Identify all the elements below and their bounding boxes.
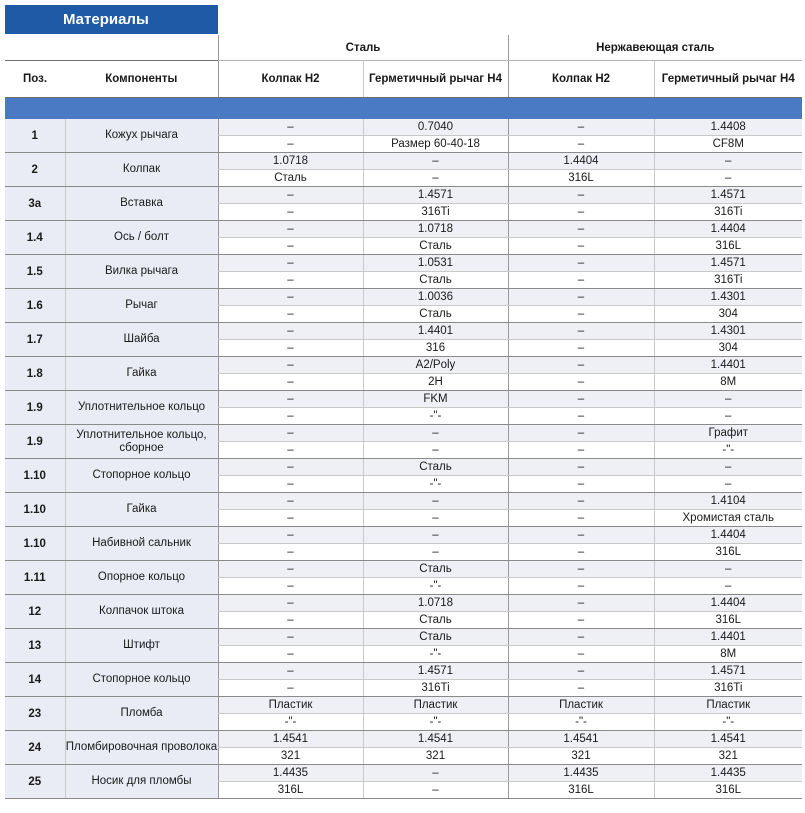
material-steel-cap-top: – — [218, 357, 363, 374]
material-stainless-cap-top: – — [508, 357, 654, 374]
material-stainless-cap-bottom: 316L — [508, 170, 654, 187]
material-stainless-lever-bottom: – — [654, 170, 802, 187]
material-steel-cap-top: – — [218, 493, 363, 510]
material-steel-lever-top: – — [363, 493, 508, 510]
material-steel-cap-bottom: – — [218, 510, 363, 527]
table-row — [5, 391, 802, 408]
material-steel-cap-bottom: – — [218, 578, 363, 595]
material-stainless-lever-top: Графит — [654, 425, 802, 442]
material-steel-cap-bottom: – — [218, 238, 363, 255]
material-steel-cap-top: – — [218, 323, 363, 340]
component-name: Кожух рычага — [65, 119, 218, 153]
table-row — [5, 323, 802, 340]
material-stainless-lever-top: 1.4104 — [654, 493, 802, 510]
material-steel-cap-bottom: – — [218, 272, 363, 289]
component-name: Пломбировочная проволока — [65, 731, 218, 765]
material-stainless-lever-bottom: 316L — [654, 782, 802, 799]
material-steel-cap-top: – — [218, 289, 363, 306]
material-stainless-lever-top: 1.4435 — [654, 765, 802, 782]
component-name: Колпачок штока — [65, 595, 218, 629]
material-stainless-lever-top: 1.4404 — [654, 527, 802, 544]
material-stainless-lever-bottom: 316L — [654, 544, 802, 561]
component-name: Вилка рычага — [65, 255, 218, 289]
material-steel-cap-bottom: – — [218, 136, 363, 153]
material-steel-cap-bottom: – — [218, 476, 363, 493]
material-steel-cap-top: – — [218, 561, 363, 578]
group-steel: Сталь — [218, 35, 508, 61]
material-stainless-cap-top: – — [508, 459, 654, 476]
material-stainless-lever-top: 1.4301 — [654, 323, 802, 340]
material-stainless-cap-bottom: – — [508, 680, 654, 697]
material-steel-cap-top: – — [218, 663, 363, 680]
material-stainless-lever-top: 1.4301 — [654, 289, 802, 306]
material-steel-cap-bottom: – — [218, 612, 363, 629]
material-stainless-lever-bottom: -"- — [654, 442, 802, 459]
material-stainless-cap-top: – — [508, 663, 654, 680]
component-name: Гайка — [65, 357, 218, 391]
material-steel-lever-top: – — [363, 527, 508, 544]
table-row — [5, 221, 802, 238]
material-stainless-cap-bottom: – — [508, 272, 654, 289]
table-row — [5, 187, 802, 204]
position-number: 1.10 — [5, 493, 65, 527]
material-stainless-cap-top: 1.4404 — [508, 153, 654, 170]
position-number: 1.10 — [5, 459, 65, 493]
material-stainless-lever-top: – — [654, 459, 802, 476]
position-number: 12 — [5, 595, 65, 629]
material-stainless-cap-top: – — [508, 527, 654, 544]
material-steel-cap-bottom: – — [218, 442, 363, 459]
material-stainless-lever-top: Пластик — [654, 697, 802, 714]
material-stainless-lever-bottom: 316Ti — [654, 204, 802, 221]
material-steel-cap-bottom: – — [218, 680, 363, 697]
header-steel-lever: Герметичный рычаг H4 — [363, 61, 508, 98]
material-stainless-lever-top: – — [654, 391, 802, 408]
position-number: 25 — [5, 765, 65, 799]
table-row — [5, 561, 802, 578]
material-stainless-cap-top: – — [508, 425, 654, 442]
material-steel-cap-top: – — [218, 119, 363, 136]
material-steel-lever-top: 1.0718 — [363, 221, 508, 238]
table-row — [5, 459, 802, 476]
material-steel-lever-bottom: – — [363, 510, 508, 527]
material-steel-lever-bottom: Сталь — [363, 612, 508, 629]
material-steel-lever-bottom: -"- — [363, 714, 508, 731]
material-stainless-cap-top: – — [508, 221, 654, 238]
table-row — [5, 357, 802, 374]
material-stainless-cap-bottom: – — [508, 544, 654, 561]
material-steel-lever-top: 1.4401 — [363, 323, 508, 340]
material-stainless-lever-bottom: 304 — [654, 306, 802, 323]
material-stainless-lever-bottom: Хромистая сталь — [654, 510, 802, 527]
material-steel-lever-top: Сталь — [363, 561, 508, 578]
material-stainless-cap-bottom: – — [508, 510, 654, 527]
table-row — [5, 493, 802, 510]
material-steel-cap-bottom: 321 — [218, 748, 363, 765]
material-stainless-cap-bottom: – — [508, 306, 654, 323]
material-steel-cap-top: – — [218, 187, 363, 204]
material-steel-lever-top: 0.7040 — [363, 119, 508, 136]
material-stainless-lever-bottom: 304 — [654, 340, 802, 357]
material-steel-cap-top: – — [218, 425, 363, 442]
material-stainless-cap-top: – — [508, 561, 654, 578]
material-stainless-lever-bottom: – — [654, 578, 802, 595]
component-name: Пломба — [65, 697, 218, 731]
material-stainless-lever-bottom: 316L — [654, 238, 802, 255]
position-number: 1.5 — [5, 255, 65, 289]
material-stainless-lever-top: 1.4408 — [654, 119, 802, 136]
material-stainless-cap-top: 1.4435 — [508, 765, 654, 782]
material-stainless-lever-top: 1.4541 — [654, 731, 802, 748]
material-stainless-lever-top: 1.4571 — [654, 187, 802, 204]
material-steel-cap-top: – — [218, 629, 363, 646]
material-steel-cap-top: – — [218, 391, 363, 408]
material-steel-lever-bottom: -"- — [363, 408, 508, 425]
material-stainless-cap-bottom: – — [508, 612, 654, 629]
material-steel-lever-top: – — [363, 425, 508, 442]
material-stainless-cap-bottom: – — [508, 442, 654, 459]
material-steel-lever-bottom: – — [363, 782, 508, 799]
material-stainless-cap-bottom: – — [508, 136, 654, 153]
component-name: Рычаг — [65, 289, 218, 323]
position-number: 1.11 — [5, 561, 65, 595]
material-steel-cap-top: 1.0718 — [218, 153, 363, 170]
component-name: Ось / болт — [65, 221, 218, 255]
material-stainless-lever-top: 1.4404 — [654, 595, 802, 612]
material-stainless-cap-top: – — [508, 187, 654, 204]
table-row — [5, 595, 802, 612]
material-stainless-cap-top: – — [508, 255, 654, 272]
material-steel-lever-top: 1.4571 — [363, 663, 508, 680]
component-name: Уплотнительное кольцо, сборное — [65, 425, 218, 459]
position-number: 1 — [5, 119, 65, 153]
material-stainless-cap-bottom: – — [508, 340, 654, 357]
header-steel-cap: Колпак H2 — [218, 61, 363, 98]
material-steel-cap-bottom: – — [218, 306, 363, 323]
material-steel-lever-bottom: Сталь — [363, 272, 508, 289]
position-number: 1.9 — [5, 391, 65, 425]
material-steel-cap-bottom: – — [218, 408, 363, 425]
material-stainless-lever-bottom: -"- — [654, 714, 802, 731]
material-steel-lever-bottom: – — [363, 442, 508, 459]
material-stainless-lever-top: – — [654, 153, 802, 170]
material-stainless-cap-bottom: – — [508, 476, 654, 493]
component-name: Шайба — [65, 323, 218, 357]
material-stainless-cap-bottom: 321 — [508, 748, 654, 765]
table-row — [5, 527, 802, 544]
component-name: Гайка — [65, 493, 218, 527]
material-steel-cap-bottom: Сталь — [218, 170, 363, 187]
group-stainless-steel: Нержавеющая сталь — [508, 35, 802, 61]
table-row — [5, 119, 802, 136]
position-number: 14 — [5, 663, 65, 697]
material-steel-lever-top: – — [363, 765, 508, 782]
material-steel-lever-bottom: -"- — [363, 578, 508, 595]
header-pos: Поз. — [5, 61, 65, 98]
material-steel-cap-top: 1.4435 — [218, 765, 363, 782]
position-number: 1.10 — [5, 527, 65, 561]
position-number: 23 — [5, 697, 65, 731]
material-stainless-lever-top: 1.4571 — [654, 663, 802, 680]
materials-table — [5, 35, 802, 799]
material-steel-lever-bottom: 2H — [363, 374, 508, 391]
material-steel-lever-bottom: -"- — [363, 476, 508, 493]
component-name: Штифт — [65, 629, 218, 663]
material-stainless-cap-top: 1.4541 — [508, 731, 654, 748]
table-row — [5, 255, 802, 272]
material-stainless-cap-top: – — [508, 629, 654, 646]
material-steel-lever-top: Сталь — [363, 459, 508, 476]
material-steel-lever-bottom: – — [363, 170, 508, 187]
position-number: 1.4 — [5, 221, 65, 255]
component-name: Опорное кольцо — [65, 561, 218, 595]
material-stainless-lever-bottom: 8M — [654, 646, 802, 663]
component-name: Колпак — [65, 153, 218, 187]
material-stainless-lever-bottom: – — [654, 408, 802, 425]
column-header-row — [5, 61, 802, 98]
material-stainless-lever-top: 1.4401 — [654, 357, 802, 374]
table-row — [5, 697, 802, 714]
material-stainless-cap-top: – — [508, 289, 654, 306]
material-stainless-lever-bottom: 316L — [654, 612, 802, 629]
material-steel-lever-bottom: – — [363, 544, 508, 561]
header-stainless-lever: Герметичный рычаг H4 — [654, 61, 802, 98]
material-steel-lever-bottom: 321 — [363, 748, 508, 765]
material-steel-lever-top: FKM — [363, 391, 508, 408]
position-number: 1.7 — [5, 323, 65, 357]
table-row — [5, 153, 802, 170]
position-number: 1.8 — [5, 357, 65, 391]
material-steel-lever-bottom: 316 — [363, 340, 508, 357]
table-row — [5, 663, 802, 680]
material-steel-cap-top: – — [218, 255, 363, 272]
position-number: 3a — [5, 187, 65, 221]
material-stainless-cap-bottom: -"- — [508, 714, 654, 731]
material-stainless-cap-bottom: – — [508, 238, 654, 255]
header-component: Компоненты — [65, 61, 218, 98]
material-stainless-lever-bottom: 8M — [654, 374, 802, 391]
material-steel-lever-bottom: 316Ti — [363, 680, 508, 697]
component-name: Уплотнительное кольцо — [65, 391, 218, 425]
material-steel-lever-top: – — [363, 153, 508, 170]
material-steel-lever-top: Сталь — [363, 629, 508, 646]
material-stainless-lever-top: 1.4401 — [654, 629, 802, 646]
material-steel-lever-top: A2/Poly — [363, 357, 508, 374]
material-steel-cap-bottom: – — [218, 646, 363, 663]
position-number: 1.9 — [5, 425, 65, 459]
material-steel-lever-top: 1.0036 — [363, 289, 508, 306]
table-row — [5, 289, 802, 306]
material-stainless-lever-bottom: 316Ti — [654, 680, 802, 697]
material-steel-lever-top: 1.0531 — [363, 255, 508, 272]
material-stainless-cap-bottom: – — [508, 578, 654, 595]
position-number: 13 — [5, 629, 65, 663]
separator-band — [5, 98, 802, 120]
material-steel-lever-top: 1.4541 — [363, 731, 508, 748]
component-name: Носик для пломбы — [65, 765, 218, 799]
component-name: Стопорное кольцо — [65, 459, 218, 493]
material-steel-cap-top: – — [218, 459, 363, 476]
material-steel-cap-top: – — [218, 527, 363, 544]
material-steel-lever-top: Пластик — [363, 697, 508, 714]
material-steel-cap-bottom: – — [218, 340, 363, 357]
material-stainless-cap-bottom: – — [508, 646, 654, 663]
table-row — [5, 629, 802, 646]
position-number: 1.6 — [5, 289, 65, 323]
material-steel-cap-bottom: -"- — [218, 714, 363, 731]
material-steel-cap-bottom: 316L — [218, 782, 363, 799]
material-steel-cap-top: 1.4541 — [218, 731, 363, 748]
material-steel-cap-top: – — [218, 595, 363, 612]
material-steel-lever-bottom: Сталь — [363, 238, 508, 255]
table-row — [5, 425, 802, 442]
material-stainless-cap-top: – — [508, 119, 654, 136]
material-stainless-cap-top: – — [508, 323, 654, 340]
material-steel-lever-top: 1.0718 — [363, 595, 508, 612]
table-row — [5, 731, 802, 748]
material-stainless-lever-bottom: CF8M — [654, 136, 802, 153]
table-row — [5, 765, 802, 782]
material-stainless-cap-bottom: – — [508, 204, 654, 221]
material-steel-cap-top: Пластик — [218, 697, 363, 714]
material-steel-cap-bottom: – — [218, 204, 363, 221]
material-stainless-cap-bottom: – — [508, 408, 654, 425]
material-steel-lever-bottom: Размер 60-40-18 — [363, 136, 508, 153]
material-stainless-cap-top: Пластик — [508, 697, 654, 714]
material-stainless-lever-top: 1.4571 — [654, 255, 802, 272]
material-steel-cap-bottom: – — [218, 544, 363, 561]
material-stainless-lever-top: 1.4404 — [654, 221, 802, 238]
material-stainless-cap-bottom: – — [508, 374, 654, 391]
material-steel-cap-bottom: – — [218, 374, 363, 391]
header-stainless-cap: Колпак H2 — [508, 61, 654, 98]
component-name: Стопорное кольцо — [65, 663, 218, 697]
material-steel-lever-bottom: 316Ti — [363, 204, 508, 221]
material-steel-lever-bottom: -"- — [363, 646, 508, 663]
material-stainless-lever-top: – — [654, 561, 802, 578]
material-steel-lever-bottom: Сталь — [363, 306, 508, 323]
material-stainless-cap-top: – — [508, 391, 654, 408]
material-steel-cap-top: – — [218, 221, 363, 238]
section-title: Материалы — [5, 5, 218, 34]
material-stainless-cap-top: – — [508, 595, 654, 612]
material-steel-lever-top: 1.4571 — [363, 187, 508, 204]
component-name: Набивной сальник — [65, 527, 218, 561]
group-header-row — [5, 35, 802, 61]
material-stainless-lever-bottom: 316Ti — [654, 272, 802, 289]
component-name: Вставка — [65, 187, 218, 221]
material-stainless-cap-bottom: 316L — [508, 782, 654, 799]
material-stainless-lever-bottom: 321 — [654, 748, 802, 765]
position-number: 2 — [5, 153, 65, 187]
material-stainless-cap-top: – — [508, 493, 654, 510]
material-stainless-lever-bottom: – — [654, 476, 802, 493]
position-number: 24 — [5, 731, 65, 765]
